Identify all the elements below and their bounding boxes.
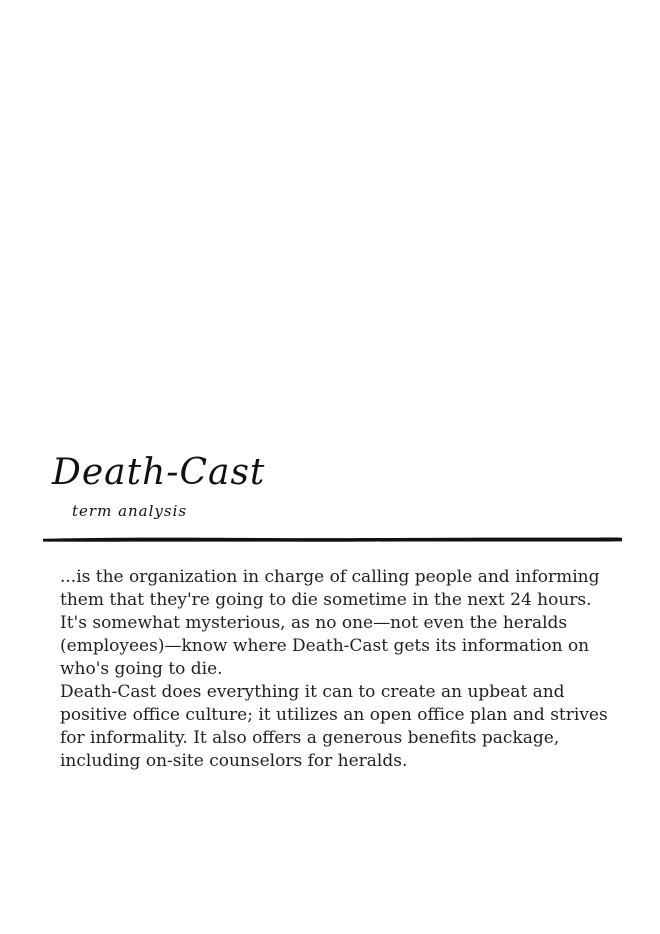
heading-block — [52, 452, 352, 532]
page-subtitle: term analysis — [72, 502, 188, 520]
paragraph-office-culture: Death-Cast does everything it can to create an upbeat and positive office culture; it utilizes an open office plan and strives for informality. It also offers a generous benefits package, including on-site counselors for heralds. — [60, 682, 608, 771]
term-description — [60, 566, 620, 773]
divider-rule — [42, 534, 624, 543]
page-title: Death-Cast — [52, 452, 266, 493]
paragraph-definition: ...is the organization in charge of calling people and informing them that they're going to die sometime in the next 24 hours. It's somewhat mysterious, as no one—not even the heralds (employees)—know where Death-Cast gets its information on who's going to die. — [60, 567, 600, 679]
